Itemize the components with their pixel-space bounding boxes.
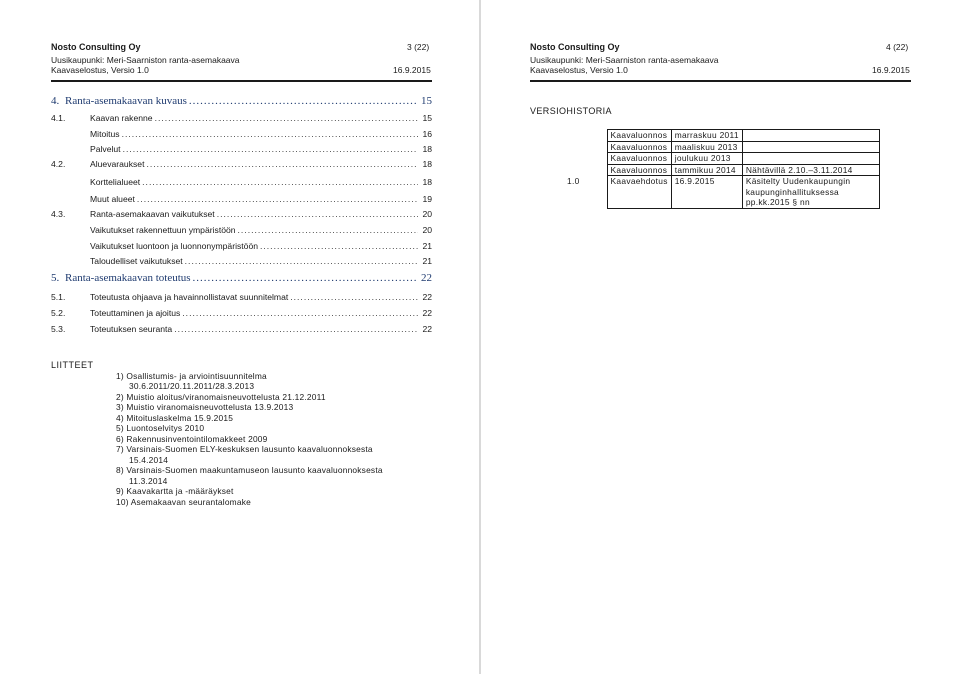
type-cell: Kaavaluonnos <box>607 164 671 176</box>
toc-entry[interactable] <box>51 192 432 206</box>
toc-title: Vaikutukset rakennettuun ympäristöön <box>90 225 236 235</box>
type-cell: Kaavaluonnos <box>607 130 671 142</box>
toc-entry[interactable] <box>51 290 432 304</box>
toc-entry[interactable] <box>51 94 432 108</box>
toc-page: 22 <box>422 308 432 318</box>
toc-page: 21 <box>422 241 432 251</box>
header-date: 16.9.2015 <box>393 65 431 75</box>
toc-entry[interactable] <box>51 306 432 320</box>
attachment-item: 8) Varsinais-Suomen maakuntamuseon lausunto kaavaluonnoksesta <box>116 465 383 475</box>
table-row <box>588 130 879 142</box>
attachment-item: 6) Rakennusinventointilomakkeet 2009 <box>116 434 268 444</box>
toc-entry[interactable] <box>51 254 432 268</box>
attachment-item: 11.3.2014 <box>129 476 168 486</box>
header-company: Nosto Consulting Oy <box>530 42 620 52</box>
header-version: Kaavaselostus, Versio 1.0 <box>530 65 628 75</box>
toc-entry[interactable] <box>51 142 432 156</box>
toc-title: Taloudelliset vaikutukset <box>90 256 183 266</box>
header-page-number: 3 (22) <box>407 42 430 52</box>
toc-page: 20 <box>422 209 432 219</box>
toc-title: Ranta-asemakaavan toteutus <box>65 272 191 284</box>
toc-title: Ranta-asemakaavan kuvaus <box>65 95 187 107</box>
attachment-item: 1) Osallistumis- ja arviointisuunnitelma <box>116 371 267 381</box>
toc-leader <box>290 290 418 304</box>
toc-title: Mitoitus <box>90 129 120 139</box>
version-cell <box>588 130 607 142</box>
toc-title: Vaikutukset luontoon ja luonnonympäristöön <box>90 241 259 251</box>
toc-page: 22 <box>422 292 432 302</box>
version-cell: 1.0 <box>567 175 580 186</box>
version-cell <box>588 164 607 176</box>
toc-number: 5.2. <box>51 308 66 318</box>
toc-page: 18 <box>422 177 432 187</box>
toc-entry[interactable] <box>51 223 432 237</box>
date-cell: marraskuu 2011 <box>671 130 742 142</box>
toc-title: Aluevaraukset <box>90 159 145 169</box>
toc-title: Korttelialueet <box>90 177 141 187</box>
date-cell: 16.9.2015 <box>671 176 742 209</box>
table-row <box>588 176 879 209</box>
toc-number: 5.1. <box>51 292 66 302</box>
toc-title: Kaavan rakenne <box>90 113 153 123</box>
attachment-item: 30.6.2011/20.11.2011/28.3.2013 <box>129 381 255 391</box>
attachments-title: LIITTEET <box>51 360 94 370</box>
version-history-title: VERSIOHISTORIA <box>530 106 612 116</box>
attachment-item: 9) Kaavakartta ja -määräykset <box>116 486 234 496</box>
toc-entry[interactable] <box>51 322 432 336</box>
toc-entry[interactable] <box>51 239 432 253</box>
toc-entry[interactable] <box>51 271 432 285</box>
header-version: Kaavaselostus, Versio 1.0 <box>51 65 149 75</box>
toc-number: 4.1. <box>51 113 66 123</box>
toc-title: Toteutuksen seuranta <box>90 324 173 334</box>
toc-entry[interactable] <box>51 175 432 189</box>
header-rule <box>51 80 432 82</box>
toc-leader <box>123 142 418 156</box>
toc-page: 18 <box>422 159 432 169</box>
toc-page: 20 <box>422 225 432 235</box>
header-company: Nosto Consulting Oy <box>51 42 141 52</box>
toc-leader <box>193 271 418 285</box>
type-cell: Kaavaluonnos <box>607 153 671 165</box>
toc-leader <box>217 207 418 221</box>
toc-number: 5.3. <box>51 324 66 334</box>
attachment-item: 10) Asemakaavan seurantalomake <box>116 497 251 507</box>
note-cell <box>742 153 879 165</box>
toc-leader <box>155 111 418 125</box>
toc-number: 5. <box>51 272 60 284</box>
toc-title: Palvelut <box>90 144 121 154</box>
toc-leader <box>189 94 418 108</box>
version-cell <box>588 141 607 153</box>
version-history-table <box>567 129 880 209</box>
note-cell: Nähtävillä 2.10.–3.11.2014 <box>742 164 879 176</box>
attachment-item: 2) Muistio aloitus/viranomaisneuvottelusta 21.12.2011 <box>116 392 326 402</box>
attachment-item: 15.4.2014 <box>129 455 169 465</box>
toc-page: 22 <box>421 272 432 284</box>
attachment-item: 7) Varsinais-Suomen ELY-keskuksen lausunto kaavaluonnoksesta <box>116 444 373 454</box>
toc-entry[interactable] <box>51 157 432 171</box>
toc-leader <box>174 322 418 336</box>
right-page <box>480 0 960 674</box>
toc-leader <box>182 306 418 320</box>
header-rule <box>530 80 911 82</box>
toc-leader <box>185 254 418 268</box>
table-row <box>588 164 879 176</box>
toc-page: 15 <box>422 113 432 123</box>
toc-leader <box>146 157 418 171</box>
header-project: Uusikaupunki: Meri-Saarniston ranta-asemakaava <box>530 55 719 65</box>
toc-number: 4.3. <box>51 209 66 219</box>
toc-entry[interactable] <box>51 127 432 141</box>
toc-title: Toteutusta ohjaava ja havainnollistavat suunnitelmat <box>90 292 289 302</box>
toc-number: 4. <box>51 95 60 107</box>
toc-number: 4.2. <box>51 159 66 169</box>
note-cell <box>742 141 879 153</box>
toc-leader <box>260 239 418 253</box>
header-project: Uusikaupunki: Meri-Saarniston ranta-asemakaava <box>51 55 240 65</box>
toc-leader <box>142 175 418 189</box>
toc-page: 16 <box>422 129 432 139</box>
toc-page: 15 <box>421 95 432 107</box>
attachment-item: 5) Luontoselvitys 2010 <box>116 423 205 433</box>
header-page-number: 4 (22) <box>886 42 909 52</box>
toc-page: 19 <box>422 194 432 204</box>
attachment-item: 3) Muistio viranomaisneuvottelusta 13.9.2013 <box>116 402 294 412</box>
date-cell: maaliskuu 2013 <box>671 141 742 153</box>
toc-entry[interactable] <box>51 207 432 221</box>
version-cell <box>588 153 607 165</box>
note-cell <box>742 130 879 142</box>
toc-page: 21 <box>422 256 432 266</box>
type-cell: Kaavaluonnos <box>607 141 671 153</box>
toc-leader <box>137 192 418 206</box>
table-row <box>588 153 879 165</box>
toc-entry[interactable] <box>51 111 432 125</box>
toc-page: 22 <box>422 324 432 334</box>
date-cell: joulukuu 2013 <box>671 153 742 165</box>
toc-leader <box>238 223 418 237</box>
type-cell: Kaavaehdotus <box>607 176 671 209</box>
note-cell: Käsitelty Uudenkaupungin kaupunginhallituksessa pp.kk.2015 § nn <box>742 176 879 209</box>
toc-title: Ranta-asemakaavan vaikutukset <box>90 209 215 219</box>
toc-title: Toteuttaminen ja ajoitus <box>90 308 181 318</box>
header-date: 16.9.2015 <box>872 65 910 75</box>
toc-leader <box>122 127 418 141</box>
toc-page: 18 <box>422 144 432 154</box>
table-row <box>588 141 879 153</box>
attachment-item: 4) Mitoituslaskelma 15.9.2015 <box>116 413 234 423</box>
toc-title: Muut alueet <box>90 194 135 204</box>
date-cell: tammikuu 2014 <box>671 164 742 176</box>
